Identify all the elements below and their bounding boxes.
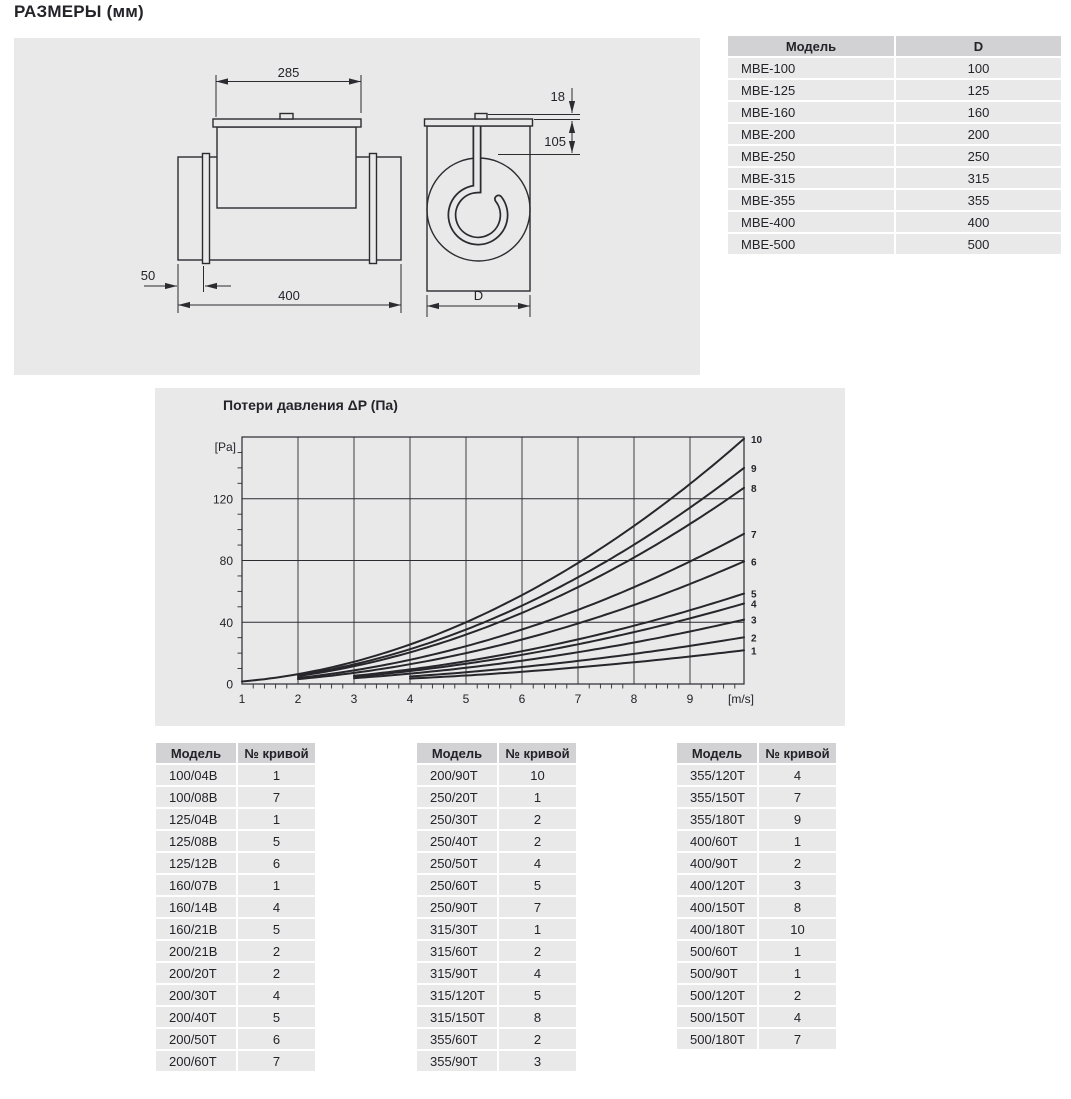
model-cell: 200/50Т: [156, 1029, 236, 1049]
value-cell: 2: [238, 941, 315, 961]
table-row: [156, 853, 315, 873]
value-cell: 9: [759, 809, 836, 829]
model-cell: МВЕ-160: [728, 102, 894, 122]
table-row: [677, 897, 836, 917]
model-cell: 200/60Т: [156, 1051, 236, 1071]
table-row: [677, 941, 836, 961]
table-row: [417, 831, 576, 851]
table-row: [417, 1051, 576, 1071]
curve-label-5: 5: [751, 589, 757, 601]
value-cell: 1: [499, 919, 576, 939]
value-cell: 2: [499, 809, 576, 829]
heating-element-core: [452, 127, 504, 241]
value-cell: 3: [499, 1051, 576, 1071]
model-cell: 200/20Т: [156, 963, 236, 983]
dim-label-50: 50: [140, 268, 156, 283]
curve-table-1: [154, 741, 317, 1073]
model-diameter-table: [726, 34, 1063, 256]
duct-heater-drawing: [14, 38, 700, 375]
model-cell: 500/90Т: [677, 963, 757, 983]
curve-label-7: 7: [751, 529, 757, 541]
model-cell: МВЕ-125: [728, 80, 894, 100]
column-header: Модель: [417, 743, 497, 763]
y-tick-label: 120: [212, 492, 233, 507]
model-cell: 125/08В: [156, 831, 236, 851]
table-row: [728, 102, 1061, 122]
table-row: [417, 919, 576, 939]
front-nub: [475, 114, 487, 120]
model-cell: МВЕ-400: [728, 212, 894, 232]
terminal-box: [217, 127, 356, 208]
model-cell: 315/150Т: [417, 1007, 497, 1027]
table-row: [728, 124, 1061, 144]
value-cell: 4: [238, 897, 315, 917]
model-cell: 125/12В: [156, 853, 236, 873]
table-row: [417, 985, 576, 1005]
model-cell: 355/90Т: [417, 1051, 497, 1071]
model-cell: 355/150Т: [677, 787, 757, 807]
model-cell: 200/30Т: [156, 985, 236, 1005]
front-cap: [425, 119, 533, 126]
table-row: [677, 831, 836, 851]
model-cell: 200/21В: [156, 941, 236, 961]
dim-label-285: 285: [277, 65, 300, 80]
curve-label-10: 10: [751, 434, 763, 446]
curve-label-3: 3: [751, 615, 757, 627]
value-cell: 10: [759, 919, 836, 939]
table-row: [156, 1007, 315, 1027]
front-view: [425, 114, 533, 292]
y-tick-label: 40: [219, 615, 233, 630]
table-row: [677, 875, 836, 895]
model-cell: 160/07В: [156, 875, 236, 895]
table-row: [156, 941, 315, 961]
table-row: [417, 853, 576, 873]
value-cell: 250: [896, 146, 1061, 166]
table-row: [156, 1029, 315, 1049]
value-cell: 4: [499, 963, 576, 983]
model-cell: 100/08В: [156, 787, 236, 807]
curve-table-2: [415, 741, 578, 1073]
curve-label-1: 1: [751, 646, 757, 658]
table-row: [417, 765, 576, 785]
table-row: [677, 1007, 836, 1027]
table-row: [417, 897, 576, 917]
y-tick-label: 80: [219, 554, 233, 568]
table-row: [677, 787, 836, 807]
value-cell: 5: [238, 919, 315, 939]
model-cell: 160/14В: [156, 897, 236, 917]
x-tick-label: 6: [518, 692, 526, 706]
column-header: № кривой: [499, 743, 576, 763]
value-cell: 1: [238, 809, 315, 829]
table-row: [728, 80, 1061, 100]
dim-label-105: 105: [544, 134, 566, 149]
value-cell: 4: [499, 853, 576, 873]
curve-label-9: 9: [751, 463, 757, 475]
pressure-curve-4: [354, 604, 744, 677]
value-cell: 1: [238, 875, 315, 895]
value-cell: 5: [238, 831, 315, 851]
dim-label-D: D: [473, 288, 484, 303]
dim-18: [488, 88, 580, 120]
table-row: [156, 919, 315, 939]
value-cell: 7: [499, 897, 576, 917]
model-cell: 200/40Т: [156, 1007, 236, 1027]
left-flange: [203, 154, 210, 264]
model-cell: 250/40Т: [417, 831, 497, 851]
x-tick-label: 5: [462, 692, 470, 706]
model-cell: 315/60Т: [417, 941, 497, 961]
value-cell: 315: [896, 168, 1061, 188]
dim-285: [216, 65, 361, 117]
x-tick-label: 9: [686, 692, 694, 706]
value-cell: 7: [759, 1029, 836, 1049]
side-view: [178, 114, 401, 264]
table-row: [728, 190, 1061, 210]
model-cell: 250/20Т: [417, 787, 497, 807]
table-row: [156, 897, 315, 917]
chart-grid: [238, 437, 745, 689]
value-cell: 160: [896, 102, 1061, 122]
table-row: [677, 1029, 836, 1049]
value-cell: 6: [238, 853, 315, 873]
model-cell: 355/180Т: [677, 809, 757, 829]
y-axis-unit: [Pa]: [214, 440, 236, 454]
model-cell: 500/120Т: [677, 985, 757, 1005]
model-cell: 500/60Т: [677, 941, 757, 961]
value-cell: 125: [896, 80, 1061, 100]
model-cell: 400/150Т: [677, 897, 757, 917]
value-cell: 3: [759, 875, 836, 895]
x-tick-label: 3: [350, 692, 358, 706]
dim-50: [141, 264, 231, 313]
table-row: [677, 963, 836, 983]
value-cell: 1: [499, 787, 576, 807]
column-header: D: [896, 36, 1061, 56]
model-cell: 160/21В: [156, 919, 236, 939]
table-row: [417, 963, 576, 983]
model-cell: 400/120Т: [677, 875, 757, 895]
right-flange: [370, 154, 377, 264]
model-cell: 100/04В: [156, 765, 236, 785]
table-row: [417, 875, 576, 895]
value-cell: 6: [238, 1029, 315, 1049]
model-cell: 250/50Т: [417, 853, 497, 873]
model-cell: 355/120Т: [677, 765, 757, 785]
value-cell: 1: [759, 831, 836, 851]
value-cell: 10: [499, 765, 576, 785]
curve-label-4: 4: [751, 599, 757, 611]
table-row: [728, 146, 1061, 166]
value-cell: 4: [759, 1007, 836, 1027]
table-row: [156, 875, 315, 895]
value-cell: 5: [499, 875, 576, 895]
table-row: [677, 765, 836, 785]
table-row: [156, 765, 315, 785]
column-header: Модель: [156, 743, 236, 763]
lid-nub: [280, 114, 293, 120]
model-cell: МВЕ-250: [728, 146, 894, 166]
table-row: [728, 212, 1061, 232]
model-cell: 355/60Т: [417, 1029, 497, 1049]
x-tick-label: 8: [630, 692, 638, 706]
dim-label-400: 400: [278, 288, 300, 303]
model-cell: 250/90Т: [417, 897, 497, 917]
table-row: [677, 985, 836, 1005]
dimensions-drawing-panel: [14, 38, 700, 375]
dim-400: [178, 264, 401, 313]
value-cell: 7: [759, 787, 836, 807]
x-tick-label: 7: [574, 692, 582, 706]
curve-table-3: [675, 741, 838, 1051]
table-row: [156, 963, 315, 983]
value-cell: 400: [896, 212, 1061, 232]
dim-label-18: 18: [550, 89, 565, 104]
model-cell: МВЕ-500: [728, 234, 894, 254]
table-row: [417, 787, 576, 807]
dim-D: [427, 288, 530, 317]
value-cell: 200: [896, 124, 1061, 144]
model-cell: 315/90Т: [417, 963, 497, 983]
value-cell: 2: [499, 941, 576, 961]
model-cell: 400/90Т: [677, 853, 757, 873]
value-cell: 1: [759, 941, 836, 961]
curve-label-6: 6: [751, 557, 757, 569]
table-row: [156, 831, 315, 851]
x-tick-label: 1: [238, 692, 246, 706]
model-cell: 200/90Т: [417, 765, 497, 785]
model-cell: 400/60Т: [677, 831, 757, 851]
column-header: Модель: [677, 743, 757, 763]
curve-label-2: 2: [751, 633, 757, 645]
chart-title: Потери давления ΔP (Па): [223, 397, 398, 413]
column-header: № кривой: [759, 743, 836, 763]
model-cell: 315/30Т: [417, 919, 497, 939]
value-cell: 1: [759, 963, 836, 983]
pressure-loss-panel: [155, 388, 845, 726]
value-cell: 8: [759, 897, 836, 917]
table-row: [677, 919, 836, 939]
value-cell: 5: [499, 985, 576, 1005]
x-tick-label: 2: [294, 692, 302, 706]
value-cell: 500: [896, 234, 1061, 254]
page-title: РАЗМЕРЫ (мм): [14, 2, 144, 21]
x-tick-label: 4: [406, 692, 414, 706]
value-cell: 5: [238, 1007, 315, 1027]
model-cell: 125/04В: [156, 809, 236, 829]
column-header: № кривой: [238, 743, 315, 763]
table-row: [417, 941, 576, 961]
model-cell: 500/150Т: [677, 1007, 757, 1027]
value-cell: 2: [499, 1029, 576, 1049]
table-row: [156, 985, 315, 1005]
model-cell: МВЕ-355: [728, 190, 894, 210]
terminal-box-lid: [213, 119, 361, 127]
value-cell: 2: [759, 985, 836, 1005]
value-cell: 100: [896, 58, 1061, 78]
value-cell: 7: [238, 787, 315, 807]
y-tick-label: 0: [226, 677, 233, 692]
table-row: [417, 1029, 576, 1049]
table-row: [728, 58, 1061, 78]
model-cell: МВЕ-100: [728, 58, 894, 78]
pressure-loss-chart: [155, 388, 845, 726]
value-cell: 7: [238, 1051, 315, 1071]
table-row: [156, 787, 315, 807]
value-cell: 2: [499, 831, 576, 851]
model-cell: 250/60Т: [417, 875, 497, 895]
table-row: [417, 809, 576, 829]
table-row: [728, 234, 1061, 254]
table-row: [156, 1051, 315, 1071]
value-cell: 4: [759, 765, 836, 785]
value-cell: 4: [238, 985, 315, 1005]
table-row: [677, 853, 836, 873]
value-cell: 2: [759, 853, 836, 873]
value-cell: 8: [499, 1007, 576, 1027]
curve-label-8: 8: [751, 483, 757, 495]
table-row: [677, 809, 836, 829]
model-cell: 500/180Т: [677, 1029, 757, 1049]
table-row: [417, 1007, 576, 1027]
model-cell: 250/30Т: [417, 809, 497, 829]
x-axis-unit: [m/s]: [728, 692, 754, 706]
column-header: Модель: [728, 36, 894, 56]
value-cell: 2: [238, 963, 315, 983]
table-row: [156, 809, 315, 829]
model-cell: 400/180Т: [677, 919, 757, 939]
model-cell: МВЕ-315: [728, 168, 894, 188]
model-cell: 315/120Т: [417, 985, 497, 1005]
value-cell: 355: [896, 190, 1061, 210]
table-row: [728, 168, 1061, 188]
model-cell: МВЕ-200: [728, 124, 894, 144]
value-cell: 1: [238, 765, 315, 785]
